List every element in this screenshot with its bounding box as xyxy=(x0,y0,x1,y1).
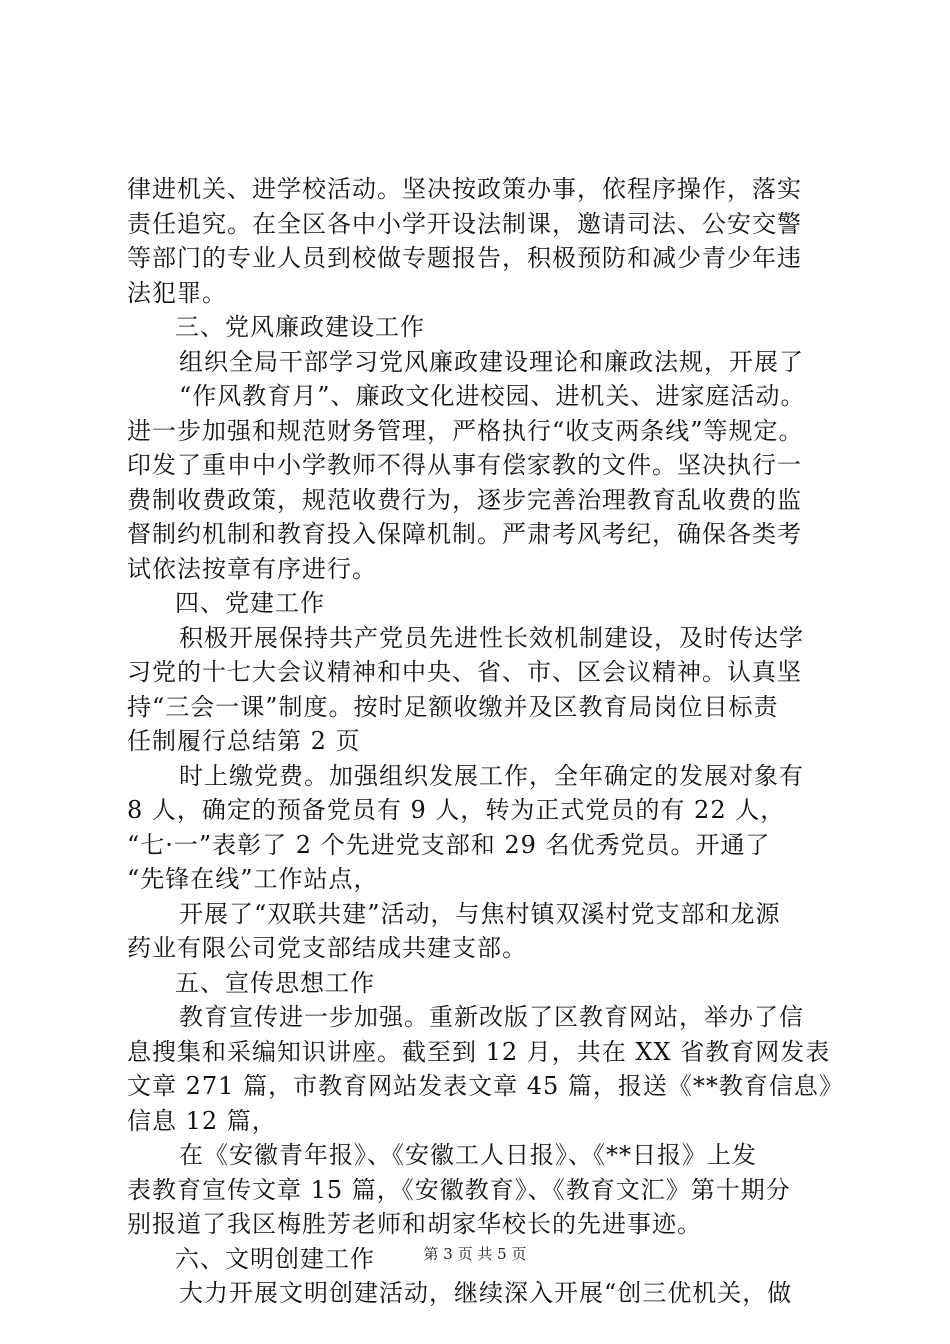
paragraph-start: 开展了“双联共建”活动，与焦村镇双溪村党支部和龙源 xyxy=(179,899,781,928)
paragraph-start: 大力开展文明创建活动，继续深入开展“创三优机关，做 xyxy=(179,1279,793,1307)
text-line: 习党的十七大会议精神和中央、省、市、区会议精神。认真坚 xyxy=(127,658,802,686)
paragraph-start: 在《安徽青年报》、《安徽工人日报》、《**日报》上发 xyxy=(179,1141,757,1169)
paragraph-start: 教育宣传进一步加强。重新改版了区教育网站，举办了信 xyxy=(179,1003,804,1031)
text-line: 息搜集和采编知识讲座。截至到 12 月，共在 XX 省教育网发表 xyxy=(127,1037,831,1066)
paragraph-start: 组织全局干部学习党风廉政建设理论和廉政法规，开展了 xyxy=(179,347,804,376)
text-line: 文章 271 篇，市教育网站发表文章 45 篇，报送《**教育信息》 xyxy=(127,1072,844,1100)
text-line: 律进机关、进学校活动。坚决按政策办事，依程序操作，落实 xyxy=(127,175,802,203)
text-line: “作风教育月”、廉政文化进校园、进机关、进家庭活动。 xyxy=(179,382,806,410)
text-line: 信息 12 篇， xyxy=(127,1106,277,1135)
text-line: 药业有限公司党支部结成共建支部。 xyxy=(127,934,527,962)
text-line: 责任追究。在全区各中小学开设法制课，邀请司法、公安交警 xyxy=(127,209,802,238)
text-line: 费制收费政策，规范收费行为，逐步完善治理教育乱收费的监 xyxy=(127,485,802,514)
page-number-footer: 第 3 页 共 5 页 xyxy=(423,1245,527,1263)
text-line: 8 人，确定的预备党员有 9 人，转为正式党员的有 22 人， xyxy=(127,796,786,824)
text-line: 持“三会一课”制度。按时足额收缴并及区教育局岗位目标责 xyxy=(127,692,779,721)
paragraph-start: 时上缴党费。加强组织发展工作，全年确定的发展对象有 xyxy=(179,761,804,790)
text-line: 表教育宣传文章 15 篇，《安徽教育》、《教育文汇》第十期分 xyxy=(127,1175,791,1204)
text-line: 法犯罪。 xyxy=(127,278,227,307)
section-heading: 六、文明创建工作 xyxy=(175,1244,375,1273)
text-line: 印发了重申中小学教师不得从事有偿家教的文件。坚决执行一 xyxy=(127,451,802,479)
text-line: 进一步加强和规范财务管理，严格执行“收支两条线”等规定。 xyxy=(127,416,804,445)
document-body xyxy=(127,172,844,1311)
text-line: “七·一”表彰了 2 个先进党支部和 29 名优秀党员。开通了 xyxy=(127,830,771,859)
text-line: 督制约机制和教育投入保障机制。严肃考风考纪，确保各类考 xyxy=(127,520,802,548)
text-line: “先锋在线”工作站点， xyxy=(127,865,379,893)
text-line: 任制履行总结第 2 页 xyxy=(127,727,361,755)
section-heading: 五、宣传思想工作 xyxy=(175,968,375,997)
text-line: 等部门的专业人员到校做专题报告，积极预防和减少青少年违 xyxy=(127,244,802,272)
text-line: 试依法按章有序进行。 xyxy=(127,554,377,583)
text-line: 别报道了我区梅胜芳老师和胡家华校长的先进事迹。 xyxy=(127,1210,702,1238)
section-heading: 四、党建工作 xyxy=(175,589,325,617)
paragraph-start: 积极开展保持共产党员先进性长效机制建设，及时传达学 xyxy=(179,623,804,652)
section-heading: 三、党风廉政建设工作 xyxy=(175,313,425,341)
